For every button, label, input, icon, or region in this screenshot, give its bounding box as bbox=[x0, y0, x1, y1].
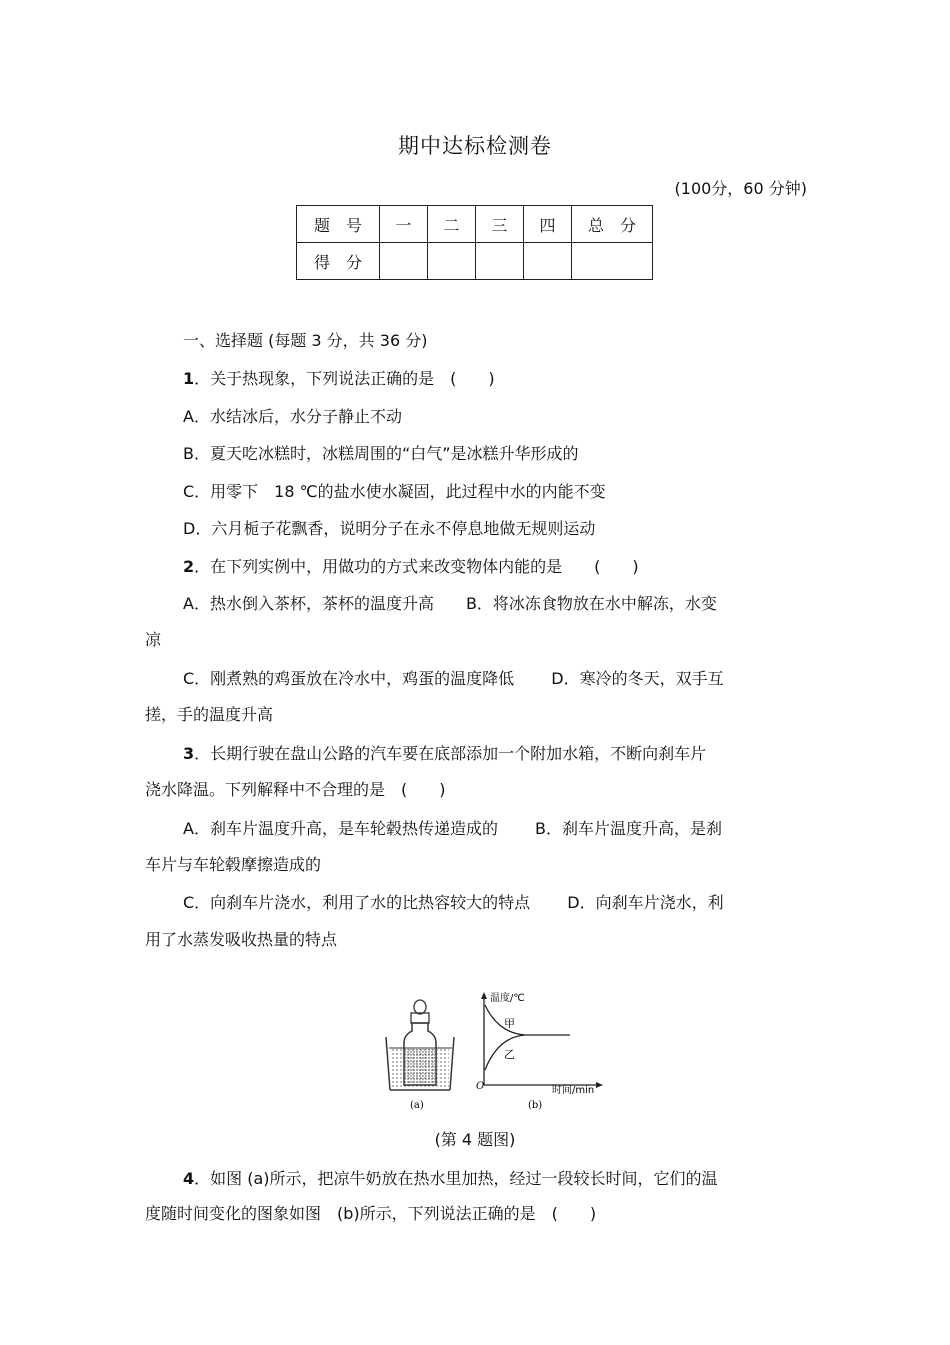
score-table bbox=[296, 205, 653, 280]
question-2-stem bbox=[183, 554, 639, 577]
question-number: 3 bbox=[183, 744, 195, 763]
score-cell-total: 总 分 bbox=[572, 206, 653, 243]
options-cd-continuation: 用了水蒸发吸收热量的特点 bbox=[145, 930, 338, 949]
options-ab-continuation: 凉 bbox=[145, 630, 162, 649]
score-table-header-row bbox=[297, 206, 653, 243]
score-cell-section: 四 bbox=[524, 206, 572, 243]
beaker-diagram bbox=[386, 1000, 454, 1090]
question-text: ．在下列实例中，用做功的方式来改变物体内能的是 ( ) bbox=[194, 557, 639, 576]
options-ab-line: A．刹车片温度升高，是车轮毂热传递造成的 B．刹车片温度升高，是刹 bbox=[183, 819, 723, 838]
option-d: D．六月栀子花飘香，说明分子在永不停息地做无规则运动 bbox=[183, 519, 596, 538]
options-ab-line: A．热水倒入茶杯，茶杯的温度升高 B．将冰冻食物放在水中解冻，水变 bbox=[183, 594, 717, 613]
score-cell-empty bbox=[476, 243, 524, 280]
y-axis-label: 温度/℃ bbox=[490, 993, 525, 1004]
score-time-info: (100分，60 分钟) bbox=[674, 179, 807, 198]
section-heading: 一、选择题 (每题 3 分，共 36 分) bbox=[183, 331, 428, 350]
question-number: 4 bbox=[183, 1169, 195, 1188]
score-cell-empty bbox=[428, 243, 476, 280]
score-cell-section: 二 bbox=[428, 206, 476, 243]
option-c: C．用零下 18 ℃的盐水使水凝固，此过程中水的内能不变 bbox=[183, 482, 606, 501]
page-title: 期中达标检测卷 bbox=[398, 134, 552, 158]
options-ab-continuation: 车片与车轮毂摩擦造成的 bbox=[145, 855, 322, 874]
question-4-figure bbox=[380, 985, 620, 1115]
score-cell-label: 得 分 bbox=[297, 243, 380, 280]
question-text: ．长期行驶在盘山公路的汽车要在底部添加一个附加水箱，不断向刹车片 bbox=[194, 744, 707, 763]
curve-upper bbox=[485, 1005, 570, 1035]
figure-caption: (第 4 题图) bbox=[434, 1130, 516, 1149]
figure-label-a: (a) bbox=[410, 1100, 424, 1111]
score-cell-label: 题 号 bbox=[297, 206, 380, 243]
question-4-stem-continuation: 度随时间变化的图象如图 (b)所示，下列说法正确的是 ( ) bbox=[145, 1204, 597, 1223]
score-cell-section: 一 bbox=[380, 206, 428, 243]
options-cd-line: C．刚煮熟的鸡蛋放在冷水中，鸡蛋的温度降低 D．寒冷的冬天，双手互 bbox=[183, 669, 724, 688]
question-4-stem bbox=[183, 1166, 718, 1189]
options-cd-continuation: 搓，手的温度升高 bbox=[145, 705, 274, 724]
options-cd-line: C．向刹车片浇水，利用了水的比热容较大的特点 D．向刹车片浇水，利 bbox=[183, 893, 724, 912]
question-text: ．关于热现象，下列说法正确的是 ( ) bbox=[194, 369, 495, 388]
score-cell-empty bbox=[524, 243, 572, 280]
question-1-stem bbox=[183, 366, 495, 389]
figure-label-b: (b) bbox=[528, 1100, 543, 1111]
temperature-graph bbox=[481, 992, 603, 1088]
curve-upper-label: 甲 bbox=[504, 1017, 515, 1030]
score-cell-section: 三 bbox=[476, 206, 524, 243]
score-cell-empty bbox=[572, 243, 653, 280]
question-number: 2 bbox=[183, 557, 195, 576]
option-a: A．水结冰后，水分子静止不动 bbox=[183, 407, 402, 426]
x-axis-label: 时间/min bbox=[552, 1085, 595, 1096]
question-3-stem bbox=[183, 741, 706, 764]
question-text: ．如图 (a)所示，把凉牛奶放在热水里加热，经过一段较长时间，它们的温 bbox=[194, 1169, 718, 1188]
origin-label: O bbox=[476, 1081, 485, 1092]
score-cell-empty bbox=[380, 243, 428, 280]
curve-lower-label: 乙 bbox=[504, 1048, 515, 1061]
option-b: B．夏天吃冰糕时，冰糕周围的“白气”是冰糕升华形成的 bbox=[183, 444, 579, 463]
question-number: 1 bbox=[183, 369, 195, 388]
question-3-stem-continuation: 浇水降温。下列解释中不合理的是 ( ) bbox=[145, 780, 446, 799]
score-table-score-row bbox=[297, 243, 653, 280]
